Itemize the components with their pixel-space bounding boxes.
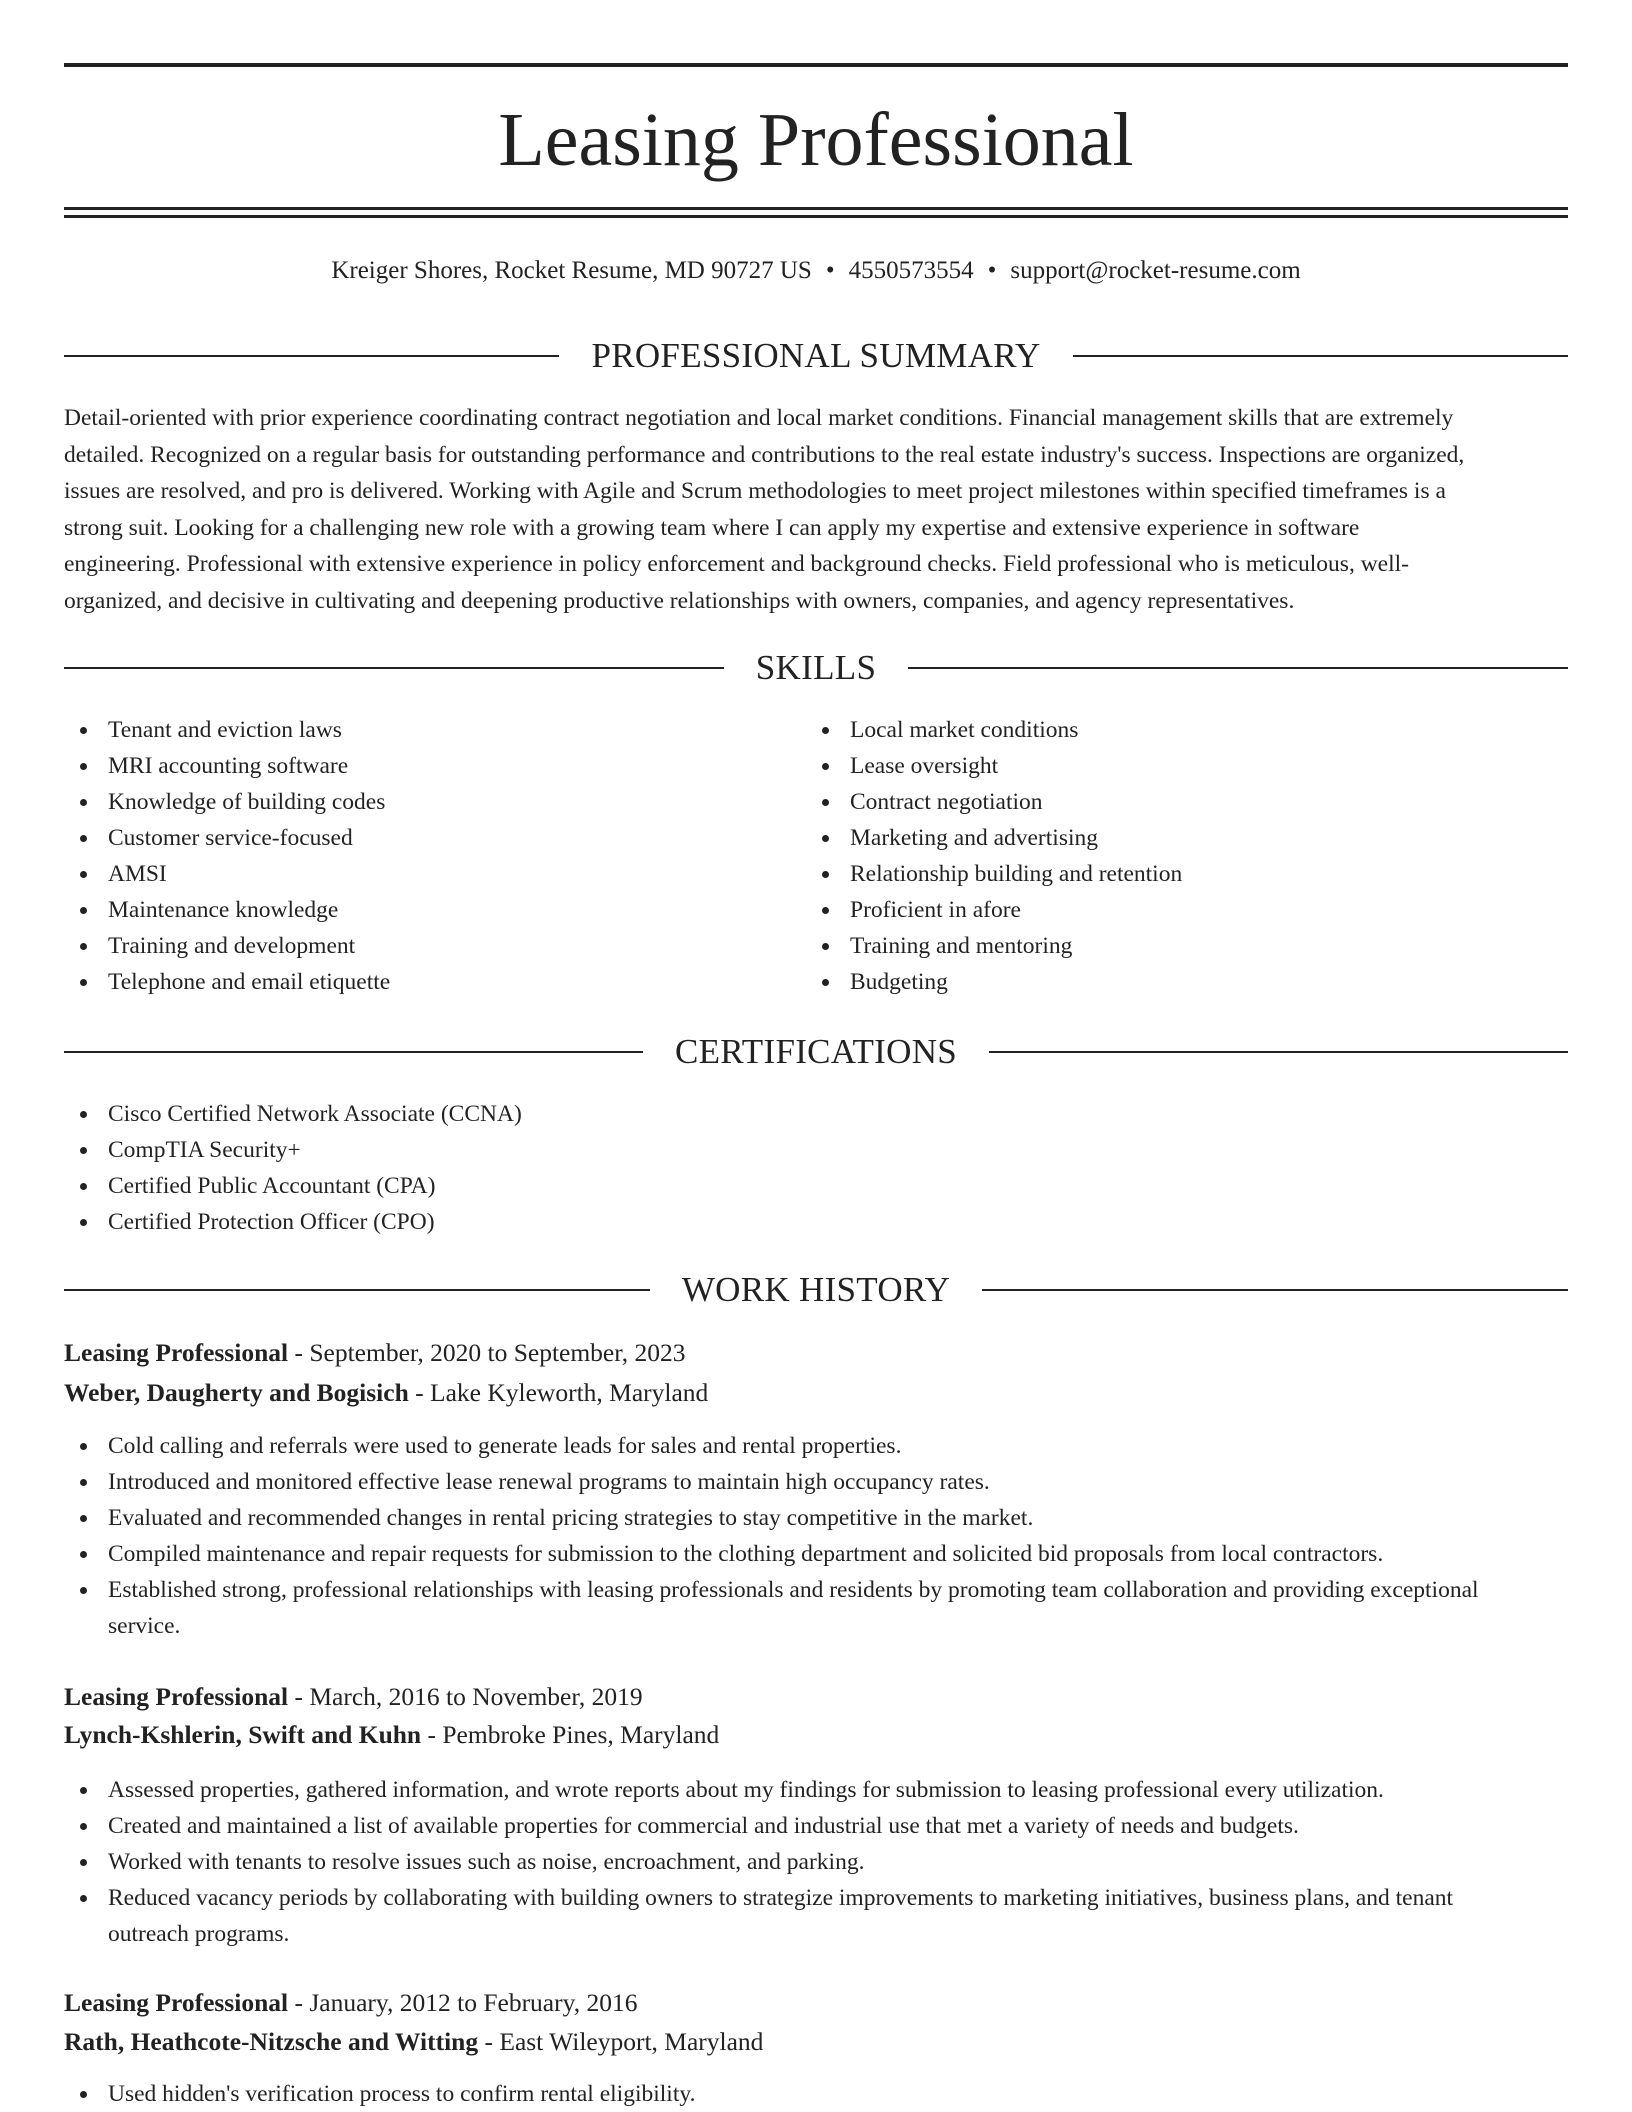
job-company: Lynch-Kshlerin, Swift and Kuhn: [64, 1720, 422, 1749]
job-company-line: [64, 1718, 719, 1752]
heading-rule: [64, 355, 559, 357]
list-item: Training and development: [64, 928, 764, 964]
list-item: Marketing and advertising: [806, 820, 1566, 856]
list-item: Telephone and email etiquette: [64, 964, 764, 1000]
certifications-list: [64, 1096, 1568, 1240]
list-item: Local market conditions: [806, 712, 1566, 748]
list-item: Proficient in afore: [806, 892, 1566, 928]
list-item: Certified Public Accountant (CPA): [64, 1168, 1568, 1204]
job-location: - East Wileyport, Maryland: [478, 2027, 764, 2056]
section-title: WORK HISTORY: [681, 1270, 951, 1309]
skills-list-right: [806, 712, 1566, 1000]
list-item: Contract negotiation: [806, 784, 1566, 820]
header-top-rule: [64, 63, 1568, 67]
list-item: Cisco Certified Network Associate (CCNA): [64, 1096, 1568, 1132]
job-bullets: [64, 2076, 1568, 2112]
section-title: CERTIFICATIONS: [674, 1032, 958, 1071]
summary-paragraph: [64, 400, 1568, 619]
job-role: Leasing Professional: [64, 1988, 289, 2017]
list-item: Cold calling and referrals were used to generate leads for sales and rental properties.: [64, 1428, 1568, 1464]
job-dates: - March, 2016 to November, 2019: [288, 1682, 643, 1711]
job-title-line: [64, 1986, 637, 2020]
bullet-line: Established strong, professional relationships with leasing professionals and residents by promoting team collaboration and providing exceptional: [108, 1577, 1479, 1603]
job-dates: - September, 2020 to September, 2023: [288, 1338, 686, 1367]
skills-list-left: [64, 712, 764, 1000]
summary-line: Detail-oriented with prior experience coordinating contract negotiation and local market conditions. Financial management skills that are extremely: [64, 405, 1454, 431]
list-item: [64, 1880, 1568, 1952]
job-company-line: [64, 1376, 708, 1410]
contact-phone: 4550573554: [848, 257, 974, 284]
section-heading-work-history: [64, 1268, 1568, 1312]
list-item: Maintenance knowledge: [64, 892, 764, 928]
section-heading-skills: [64, 646, 1568, 690]
list-item: Evaluated and recommended changes in rental pricing strategies to stay competitive in the market.: [64, 1500, 1568, 1536]
list-item: MRI accounting software: [64, 748, 764, 784]
section-title: PROFESSIONAL SUMMARY: [591, 336, 1041, 375]
heading-rule: [64, 1289, 650, 1291]
summary-line: detailed. Recognized on a regular basis for outstanding performance and contributions to the real estate industry's success. Inspections are organized,: [64, 441, 1465, 468]
contact-address: Kreiger Shores, Rocket Resume, MD 90727 US: [331, 257, 812, 284]
summary-line: organized, and decisive in cultivating and deepening productive relationships with owners, companies, and agency representatives.: [64, 587, 1295, 614]
job-role: Leasing Professional: [64, 1338, 289, 1367]
bullet-line: outreach programs.: [108, 1921, 290, 1947]
job-location: - Pembroke Pines, Maryland: [421, 1720, 720, 1749]
summary-line: issues are resolved, and pro is delivered. Working with Agile and Scrum methodologies to meet project milestones within specified timeframes is a: [64, 478, 1446, 504]
summary-line: strong suit. Looking for a challenging new role with a growing team where I can apply my expertise and extensive experience in software: [64, 514, 1360, 541]
list-item: AMSI: [64, 856, 764, 892]
list-item: Assessed properties, gathered information, and wrote reports about my findings for submission to leasing professional every utilization.: [64, 1772, 1568, 1808]
job-bullets: [64, 1772, 1568, 1952]
heading-rule: [1073, 355, 1568, 357]
heading-rule: [982, 1289, 1568, 1291]
job-title-line: [64, 1336, 685, 1370]
contact-line: [0, 255, 1632, 287]
list-item: Created and maintained a list of available properties for commercial and industrial use that met a variety of needs and budgets.: [64, 1808, 1568, 1844]
candidate-name: Leasing Professional: [498, 98, 1134, 182]
job-location: - Lake Kyleworth, Maryland: [408, 1378, 709, 1407]
summary-line: engineering. Professional with extensive experience in policy enforcement and background checks. Field professional who is meticulous, well-: [64, 551, 1409, 577]
contact-separator: •: [825, 257, 835, 284]
job-dates: - January, 2012 to February, 2016: [288, 1988, 638, 2017]
list-item: Training and mentoring: [806, 928, 1566, 964]
list-item: Relationship building and retention: [806, 856, 1566, 892]
list-item: Used hidden's verification process to confirm rental eligibility.: [64, 2076, 1568, 2112]
bullet-line: Reduced vacancy periods by collaborating with building owners to strategize improvements to marketing initiatives, business plans, and tenant: [108, 1885, 1454, 1911]
list-item: Certified Protection Officer (CPO): [64, 1204, 1568, 1240]
heading-rule: [64, 667, 724, 669]
header-double-rule-upper: [64, 207, 1568, 210]
list-item: Introduced and monitored effective lease renewal programs to maintain high occupancy rates.: [64, 1464, 1568, 1500]
section-title: SKILLS: [755, 648, 877, 687]
job-company: Weber, Daugherty and Bogisich: [64, 1378, 409, 1407]
job-bullets: [64, 1428, 1568, 1644]
contact-email: support@rocket-resume.com: [1010, 257, 1301, 284]
list-item: [64, 1572, 1568, 1644]
header-double-rule-lower: [64, 215, 1568, 218]
heading-rule: [989, 1051, 1568, 1053]
bullet-line: service.: [108, 1613, 181, 1639]
job-role: Leasing Professional: [64, 1682, 289, 1711]
section-heading-certifications: [64, 1030, 1568, 1074]
job-company: Rath, Heathcote-Nitzsche and Witting: [64, 2027, 479, 2056]
list-item: Customer service-focused: [64, 820, 764, 856]
contact-separator: •: [987, 257, 997, 284]
job-company-line: [64, 2025, 763, 2059]
list-item: Worked with tenants to resolve issues such as noise, encroachment, and parking.: [64, 1844, 1568, 1880]
list-item: CompTIA Security+: [64, 1132, 1568, 1168]
list-item: Budgeting: [806, 964, 1566, 1000]
job-title-line: [64, 1680, 643, 1714]
heading-rule: [908, 667, 1568, 669]
list-item: Compiled maintenance and repair requests for submission to the clothing department and solicited bid proposals from local contractors.: [64, 1536, 1568, 1572]
list-item: Knowledge of building codes: [64, 784, 764, 820]
list-item: Lease oversight: [806, 748, 1566, 784]
section-heading-summary: [64, 334, 1568, 378]
list-item: Tenant and eviction laws: [64, 712, 764, 748]
heading-rule: [64, 1051, 643, 1053]
